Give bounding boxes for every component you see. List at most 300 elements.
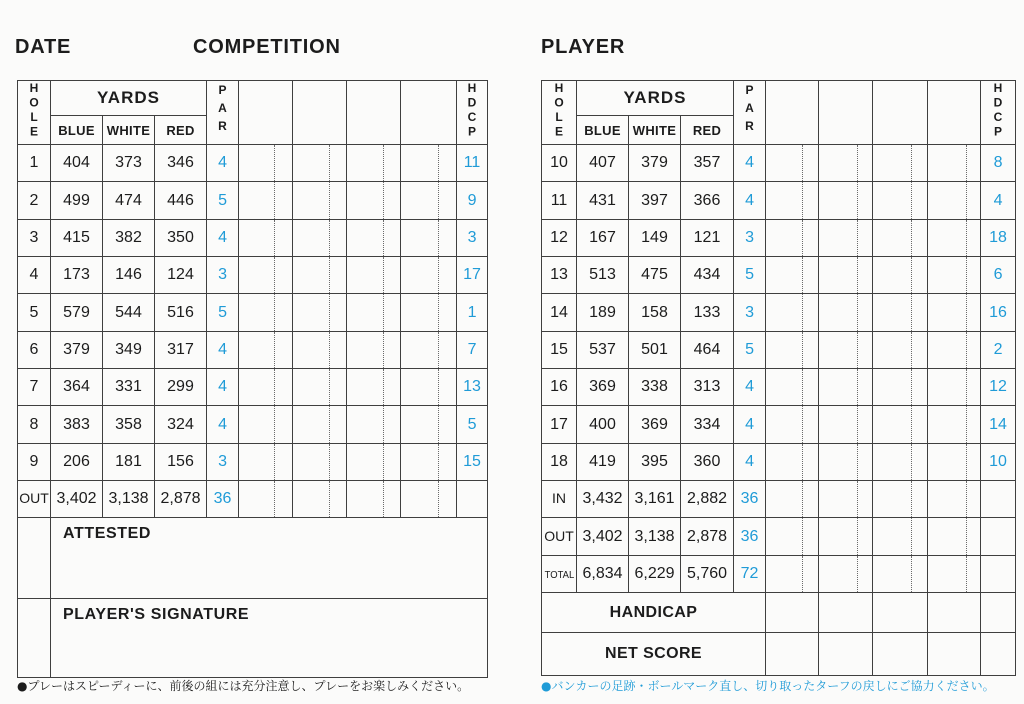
red-yards: 313 xyxy=(681,369,734,406)
total-label: IN xyxy=(552,490,566,507)
score-cell xyxy=(401,481,439,518)
hole-number: 6 xyxy=(18,331,51,368)
blue-yards: 383 xyxy=(51,406,103,443)
blue-yards: 167 xyxy=(577,219,629,256)
white-tee-header: WHITE xyxy=(629,116,681,145)
blue-yards: 369 xyxy=(577,369,629,406)
score-cell xyxy=(347,481,384,518)
red-tee-header: RED xyxy=(681,116,734,145)
score-cell xyxy=(819,481,858,518)
red-yards: 350 xyxy=(155,219,207,256)
blue-yards-total: 3,432 xyxy=(577,481,629,518)
score-cell xyxy=(819,294,858,331)
score-cell xyxy=(293,257,330,294)
score-subcell xyxy=(439,219,457,256)
par-value: 4 xyxy=(734,145,766,182)
hdcp-header-text: HDCP xyxy=(991,81,1006,139)
score-cell xyxy=(766,182,803,219)
score-cell xyxy=(293,443,330,480)
score-subcell xyxy=(275,145,293,182)
red-yards: 324 xyxy=(155,406,207,443)
blue-yards-total: 6,834 xyxy=(577,555,629,592)
white-yards: 149 xyxy=(629,219,681,256)
score-cell xyxy=(401,443,439,480)
handicap-value: 1 xyxy=(457,294,488,331)
score-cell xyxy=(873,331,912,368)
score-cell xyxy=(819,369,858,406)
signature-row xyxy=(18,599,488,678)
par-value: 5 xyxy=(207,182,239,219)
hole-number: 15 xyxy=(542,331,577,368)
red-yards-total: 2,882 xyxy=(681,481,734,518)
score-cell xyxy=(293,294,330,331)
hole-row xyxy=(18,406,488,443)
net-score-entry-cell xyxy=(766,633,819,676)
par-value: 4 xyxy=(734,443,766,480)
handicap-entry-cell xyxy=(928,593,981,633)
score-subcell xyxy=(384,369,401,406)
score-cell xyxy=(239,294,275,331)
hole-header-text: HOLE xyxy=(27,81,41,139)
score-cell xyxy=(401,294,439,331)
score-subcell xyxy=(330,443,347,480)
attested-row xyxy=(18,518,488,599)
blue-yards-total: 3,402 xyxy=(51,481,103,518)
score-subcell xyxy=(803,219,819,256)
score-cell xyxy=(766,518,803,555)
total-label: OUT xyxy=(19,490,49,507)
handicap-value: 11 xyxy=(457,145,488,182)
score-subcell xyxy=(912,443,928,480)
signature-cell xyxy=(51,599,488,678)
white-yards: 373 xyxy=(103,145,155,182)
hole-number: 18 xyxy=(542,443,577,480)
score-subcell xyxy=(275,331,293,368)
handicap-value: 6 xyxy=(981,257,1016,294)
score-cell xyxy=(928,294,967,331)
score-subcell xyxy=(912,369,928,406)
hdcp-blank-cell xyxy=(981,555,1016,592)
red-yards: 516 xyxy=(155,294,207,331)
player-column-header xyxy=(873,81,928,145)
hole-number: 9 xyxy=(18,443,51,480)
score-cell xyxy=(873,182,912,219)
hole-row xyxy=(18,145,488,182)
par-value: 4 xyxy=(207,145,239,182)
score-subcell xyxy=(275,443,293,480)
total-label-cell xyxy=(542,518,577,555)
par-total: 72 xyxy=(734,555,766,592)
score-subcell xyxy=(967,555,981,592)
handicap-entry-cell xyxy=(819,593,873,633)
hdcp-blank-cell xyxy=(981,633,1016,676)
score-subcell xyxy=(439,294,457,331)
score-cell xyxy=(873,443,912,480)
handicap-label: HANDICAP xyxy=(542,593,766,633)
score-cell xyxy=(819,518,858,555)
par-value: 4 xyxy=(734,182,766,219)
score-subcell xyxy=(384,331,401,368)
total-label-cell xyxy=(542,481,577,518)
par-header xyxy=(734,81,766,145)
hole-number: 12 xyxy=(542,219,577,256)
hole-row xyxy=(542,257,1016,294)
attested-label: ATTESTED xyxy=(63,525,152,543)
score-subcell xyxy=(330,145,347,182)
blue-yards: 189 xyxy=(577,294,629,331)
red-yards: 317 xyxy=(155,331,207,368)
score-cell xyxy=(928,406,967,443)
par-header xyxy=(207,81,239,145)
score-subcell xyxy=(858,481,873,518)
score-subcell xyxy=(275,481,293,518)
score-subcell xyxy=(803,406,819,443)
blue-tee-header: BLUE xyxy=(577,116,629,145)
total-row xyxy=(542,555,1016,592)
hole-row xyxy=(542,406,1016,443)
score-cell xyxy=(293,219,330,256)
blue-yards: 419 xyxy=(577,443,629,480)
score-cell xyxy=(347,182,384,219)
hole-row xyxy=(542,331,1016,368)
score-cell xyxy=(293,481,330,518)
score-subcell xyxy=(439,182,457,219)
yards-header: YARDS xyxy=(577,81,734,116)
red-tee-header: RED xyxy=(155,116,207,145)
score-cell xyxy=(239,145,275,182)
par-value: 4 xyxy=(207,369,239,406)
hole-row xyxy=(542,219,1016,256)
red-yards: 121 xyxy=(681,219,734,256)
attested-cell xyxy=(51,518,488,599)
score-cell xyxy=(873,257,912,294)
score-cell xyxy=(239,369,275,406)
hole-row xyxy=(18,369,488,406)
score-subcell xyxy=(858,331,873,368)
score-cell xyxy=(239,481,275,518)
signature-label: PLAYER'S SIGNATURE xyxy=(63,606,250,624)
red-yards: 366 xyxy=(681,182,734,219)
par-value: 3 xyxy=(207,257,239,294)
back-nine-rows xyxy=(542,145,1016,593)
par-value: 4 xyxy=(207,406,239,443)
score-subcell xyxy=(384,294,401,331)
hole-number: 10 xyxy=(542,145,577,182)
handicap-entry-cell xyxy=(873,593,928,633)
score-subcell xyxy=(912,331,928,368)
score-subcell xyxy=(803,257,819,294)
red-yards-total: 2,878 xyxy=(681,518,734,555)
date-label: DATE xyxy=(15,36,72,58)
front-nine-table xyxy=(17,80,488,678)
par-value: 4 xyxy=(207,331,239,368)
score-cell xyxy=(928,443,967,480)
score-subcell xyxy=(330,294,347,331)
score-subcell xyxy=(912,257,928,294)
score-cell xyxy=(819,406,858,443)
score-cell xyxy=(928,369,967,406)
hole-row xyxy=(18,331,488,368)
score-subcell xyxy=(330,219,347,256)
score-subcell xyxy=(275,182,293,219)
player-column-header xyxy=(401,81,457,145)
score-cell xyxy=(347,257,384,294)
score-cell xyxy=(347,331,384,368)
score-cell xyxy=(293,331,330,368)
total-row xyxy=(542,518,1016,555)
score-subcell xyxy=(384,481,401,518)
handicap-value: 7 xyxy=(457,331,488,368)
red-yards: 334 xyxy=(681,406,734,443)
score-subcell xyxy=(330,331,347,368)
front-nine-rows xyxy=(18,145,488,518)
handicap-entry-cell xyxy=(766,593,819,633)
score-cell xyxy=(347,219,384,256)
hdcp-header xyxy=(457,81,488,145)
hole-number: 5 xyxy=(18,294,51,331)
white-yards-total: 3,161 xyxy=(629,481,681,518)
score-cell xyxy=(293,369,330,406)
handicap-value: 2 xyxy=(981,331,1016,368)
score-subcell xyxy=(384,182,401,219)
score-subcell xyxy=(803,331,819,368)
hdcp-blank-cell xyxy=(981,481,1016,518)
score-subcell xyxy=(330,257,347,294)
hdcp-header-text: HDCP xyxy=(465,81,480,139)
score-cell xyxy=(766,369,803,406)
hole-header xyxy=(18,81,51,145)
blue-yards: 513 xyxy=(577,257,629,294)
header-row xyxy=(542,81,1016,116)
yards-header: YARDS xyxy=(51,81,207,116)
score-cell xyxy=(239,219,275,256)
score-subcell xyxy=(275,219,293,256)
par-value: 3 xyxy=(734,219,766,256)
score-cell xyxy=(293,182,330,219)
player-column-header xyxy=(239,81,293,145)
hole-row xyxy=(18,294,488,331)
score-cell xyxy=(819,145,858,182)
front-footnote: ●プレーはスピーディーに、前後の組には充分注意し、プレーをお楽しみください。 xyxy=(17,679,470,693)
score-cell xyxy=(766,219,803,256)
red-yards: 156 xyxy=(155,443,207,480)
white-yards: 331 xyxy=(103,369,155,406)
handicap-value: 4 xyxy=(981,182,1016,219)
hole-number: 4 xyxy=(18,257,51,294)
score-subcell xyxy=(384,443,401,480)
score-cell xyxy=(873,369,912,406)
score-subcell xyxy=(275,257,293,294)
score-cell xyxy=(928,182,967,219)
handicap-value: 18 xyxy=(981,219,1016,256)
par-value: 4 xyxy=(734,369,766,406)
par-value: 3 xyxy=(734,294,766,331)
score-cell xyxy=(928,481,967,518)
player-column-header xyxy=(819,81,873,145)
score-subcell xyxy=(967,182,981,219)
blue-yards: 379 xyxy=(51,331,103,368)
red-yards: 360 xyxy=(681,443,734,480)
back-footnote: ●バンカーの足跡・ボールマーク直し、切り取ったターフの戻しにご協力ください。 xyxy=(541,679,995,693)
score-subcell xyxy=(912,518,928,555)
score-subcell xyxy=(330,406,347,443)
hole-row xyxy=(18,257,488,294)
hole-number: 16 xyxy=(542,369,577,406)
score-subcell xyxy=(275,406,293,443)
score-cell xyxy=(928,331,967,368)
score-subcell xyxy=(384,257,401,294)
player-column-header xyxy=(293,81,347,145)
score-subcell xyxy=(439,257,457,294)
score-subcell xyxy=(384,406,401,443)
player-column-header xyxy=(766,81,819,145)
score-subcell xyxy=(803,145,819,182)
handicap-value: 15 xyxy=(457,443,488,480)
net-score-entry-cell xyxy=(873,633,928,676)
score-cell xyxy=(766,481,803,518)
score-cell xyxy=(347,294,384,331)
red-yards: 446 xyxy=(155,182,207,219)
par-value: 4 xyxy=(207,219,239,256)
handicap-value: 3 xyxy=(457,219,488,256)
score-cell xyxy=(928,257,967,294)
score-cell xyxy=(766,294,803,331)
score-cell xyxy=(239,182,275,219)
red-yards: 124 xyxy=(155,257,207,294)
score-cell xyxy=(819,555,858,592)
white-yards: 544 xyxy=(103,294,155,331)
score-subcell xyxy=(912,145,928,182)
score-subcell xyxy=(912,406,928,443)
blue-yards: 400 xyxy=(577,406,629,443)
score-cell xyxy=(239,443,275,480)
score-cell xyxy=(873,145,912,182)
score-subcell xyxy=(858,369,873,406)
player-label: PLAYER xyxy=(541,36,626,58)
score-subcell xyxy=(803,443,819,480)
score-subcell xyxy=(967,331,981,368)
score-subcell xyxy=(967,294,981,331)
score-cell xyxy=(401,331,439,368)
white-yards: 181 xyxy=(103,443,155,480)
score-subcell xyxy=(439,331,457,368)
red-yards: 133 xyxy=(681,294,734,331)
score-cell xyxy=(347,369,384,406)
player-column-header xyxy=(928,81,981,145)
white-yards: 397 xyxy=(629,182,681,219)
score-cell xyxy=(401,257,439,294)
blue-yards-total: 3,402 xyxy=(577,518,629,555)
total-row xyxy=(18,481,488,518)
player-column-header xyxy=(347,81,401,145)
score-subcell xyxy=(330,182,347,219)
score-subcell xyxy=(803,481,819,518)
blue-yards: 407 xyxy=(577,145,629,182)
score-cell xyxy=(766,331,803,368)
par-value: 5 xyxy=(734,257,766,294)
score-cell xyxy=(873,481,912,518)
white-tee-header: WHITE xyxy=(103,116,155,145)
total-label: OUT xyxy=(544,527,574,544)
hole-number: 3 xyxy=(18,219,51,256)
hole-number: 17 xyxy=(542,406,577,443)
hole-number: 13 xyxy=(542,257,577,294)
total-row xyxy=(542,481,1016,518)
par-value: 5 xyxy=(207,294,239,331)
score-cell xyxy=(766,145,803,182)
red-yards-total: 2,878 xyxy=(155,481,207,518)
blue-yards: 579 xyxy=(51,294,103,331)
red-yards: 357 xyxy=(681,145,734,182)
total-label: TOTAL xyxy=(544,568,574,581)
score-cell xyxy=(928,555,967,592)
white-yards-total: 3,138 xyxy=(103,481,155,518)
hole-number: 14 xyxy=(542,294,577,331)
score-subcell xyxy=(384,145,401,182)
handicap-value: 16 xyxy=(981,294,1016,331)
hole-header xyxy=(542,81,577,145)
white-yards-total: 6,229 xyxy=(629,555,681,592)
score-cell xyxy=(766,443,803,480)
hole-number: 11 xyxy=(542,182,577,219)
score-subcell xyxy=(439,481,457,518)
score-cell xyxy=(819,443,858,480)
net-score-row xyxy=(542,633,1016,676)
score-subcell xyxy=(858,555,873,592)
hole-row xyxy=(542,294,1016,331)
white-yards: 338 xyxy=(629,369,681,406)
hole-row xyxy=(18,182,488,219)
red-yards-total: 5,760 xyxy=(681,555,734,592)
score-subcell xyxy=(967,219,981,256)
hdcp-blank-cell xyxy=(457,481,488,518)
score-cell xyxy=(819,219,858,256)
handicap-value: 9 xyxy=(457,182,488,219)
competition-label: COMPETITION xyxy=(193,36,341,58)
score-subcell xyxy=(803,294,819,331)
hole-row xyxy=(18,443,488,480)
score-subcell xyxy=(967,145,981,182)
front-signature-block xyxy=(18,518,488,678)
score-subcell xyxy=(803,182,819,219)
score-cell xyxy=(347,443,384,480)
blue-yards: 173 xyxy=(51,257,103,294)
score-subcell xyxy=(275,294,293,331)
score-subcell xyxy=(439,369,457,406)
score-subcell xyxy=(858,518,873,555)
score-cell xyxy=(401,182,439,219)
hole-row xyxy=(542,145,1016,182)
score-subcell xyxy=(330,481,347,518)
score-cell xyxy=(873,555,912,592)
score-cell xyxy=(239,406,275,443)
score-subcell xyxy=(439,406,457,443)
score-subcell xyxy=(439,443,457,480)
blue-yards: 364 xyxy=(51,369,103,406)
hdcp-blank-cell xyxy=(981,518,1016,555)
score-cell xyxy=(347,145,384,182)
white-yards-total: 3,138 xyxy=(629,518,681,555)
score-subcell xyxy=(858,443,873,480)
hdcp-blank-cell xyxy=(981,593,1016,633)
score-subcell xyxy=(858,219,873,256)
score-cell xyxy=(873,518,912,555)
score-cell xyxy=(347,406,384,443)
white-yards: 358 xyxy=(103,406,155,443)
total-label-cell xyxy=(18,481,51,518)
score-subcell xyxy=(275,369,293,406)
score-subcell xyxy=(912,182,928,219)
